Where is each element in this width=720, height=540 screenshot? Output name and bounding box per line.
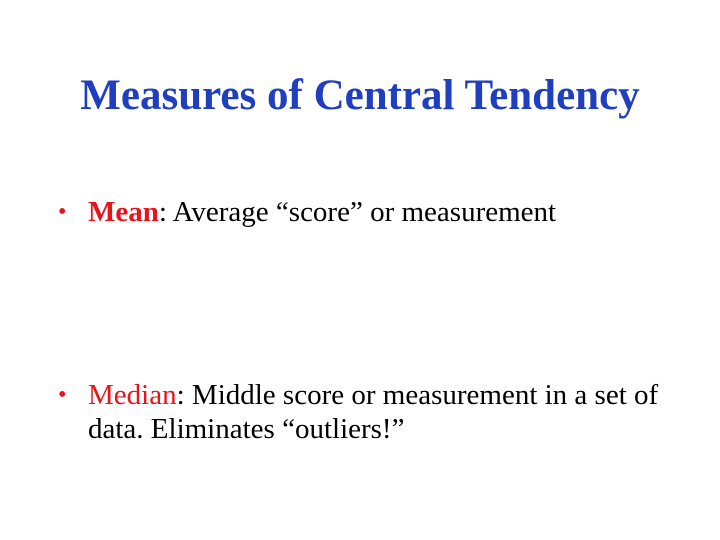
term-separator: : (158, 196, 173, 228)
bullet-dot: • (58, 199, 67, 225)
bullet-dot: • (58, 382, 67, 408)
bullet-item-mean (58, 195, 698, 229)
bullet-text (88, 195, 698, 229)
description-mean: Average “score” or measurement (172, 196, 557, 228)
term-mean: Mean (88, 196, 159, 228)
term-separator: : (176, 379, 192, 411)
term-median: Median (88, 379, 177, 411)
bullet-item-median (58, 378, 698, 446)
bullet-text (88, 378, 698, 446)
description-median: Middle score or measurement in a set of data. Eliminates “outliers!” (88, 379, 659, 445)
slide-title: Measures of Central Tendency (80, 72, 640, 119)
